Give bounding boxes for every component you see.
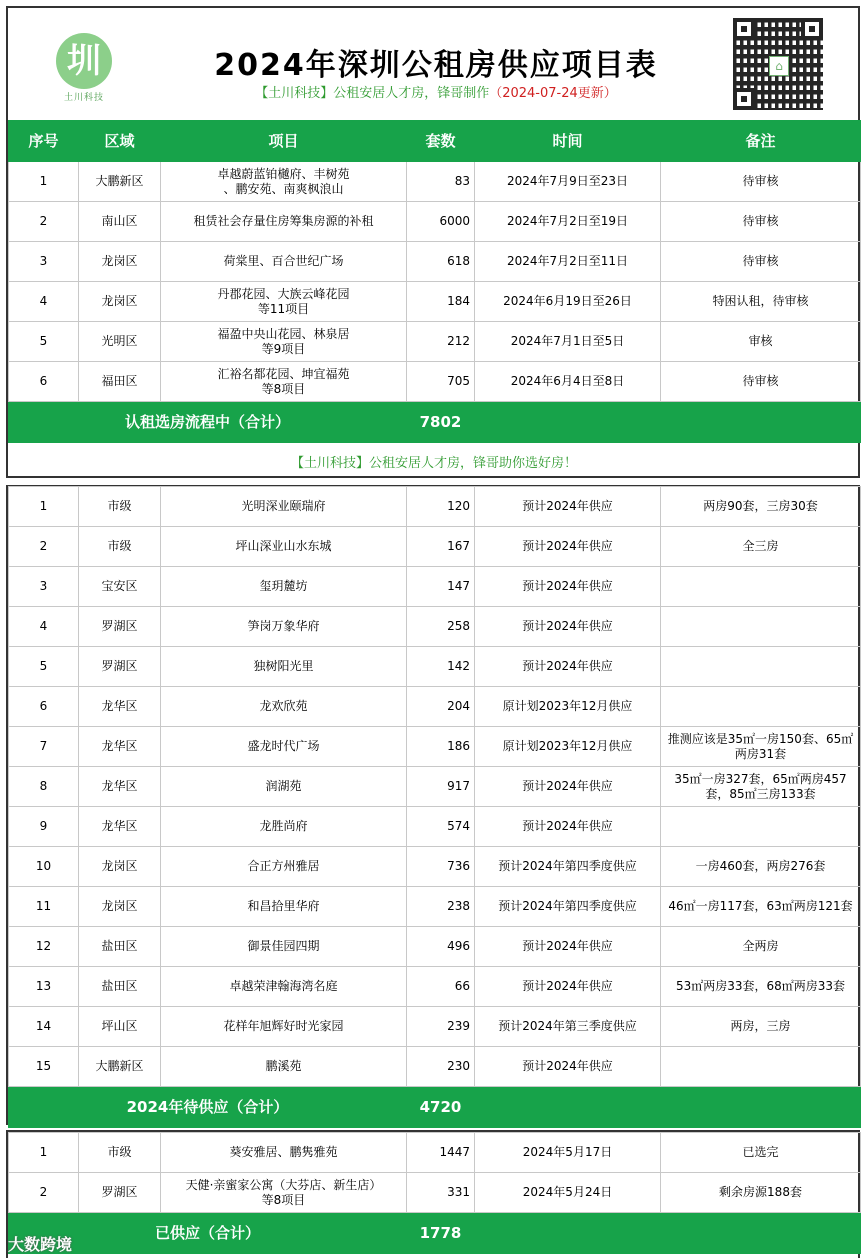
row-units: 736 [407, 847, 475, 887]
table-row [9, 202, 861, 242]
row-area: 光明区 [79, 322, 161, 362]
current-projects-table [8, 120, 861, 443]
row-area: 龙岗区 [79, 282, 161, 322]
row-units: 238 [407, 887, 475, 927]
row-number: 11 [9, 887, 79, 927]
row-area: 宝安区 [79, 567, 161, 607]
row-time: 预计2024年供应 [475, 607, 661, 647]
row-number: 5 [9, 322, 79, 362]
row-area: 市级 [79, 1133, 161, 1173]
brand-logo: 圳 [56, 33, 112, 89]
row-number: 7 [9, 727, 79, 767]
home-icon: ⌂ [769, 56, 789, 76]
row-project: 卓越荣津翰海湾名庭 [161, 967, 407, 1007]
row-project: 盛龙时代广场 [161, 727, 407, 767]
page-subtitle [156, 82, 716, 101]
row-number: 6 [9, 362, 79, 402]
row-project: 御景佳园四期 [161, 927, 407, 967]
row-project: 花样年旭辉好时光家园 [161, 1007, 407, 1047]
qr-code [733, 18, 823, 110]
row-number: 2 [9, 1173, 79, 1213]
row-units: 204 [407, 687, 475, 727]
total-row [9, 1213, 861, 1254]
table-row [9, 162, 861, 202]
row-number: 5 [9, 647, 79, 687]
row-number: 9 [9, 807, 79, 847]
row-units: 6000 [407, 202, 475, 242]
row-units: 705 [407, 362, 475, 402]
row-note: 53㎡两房33套，68㎡两房33套 [661, 967, 861, 1007]
promo-line: 【土川科技】公租安居人才房，锋哥助你选好房！ [290, 456, 577, 471]
row-area: 南山区 [79, 202, 161, 242]
row-number: 14 [9, 1007, 79, 1047]
row-time: 2024年7月1日至5日 [475, 322, 661, 362]
row-units: 120 [407, 487, 475, 527]
row-note: 待审核 [661, 362, 861, 402]
row-units: 331 [407, 1173, 475, 1213]
row-number: 13 [9, 967, 79, 1007]
row-time: 预计2024年供应 [475, 647, 661, 687]
supplied-projects-table [8, 1132, 861, 1254]
row-time: 原计划2023年12月供应 [475, 727, 661, 767]
row-note: 两房90套，三房30套 [661, 487, 861, 527]
row-units: 186 [407, 727, 475, 767]
row-area: 龙岗区 [79, 242, 161, 282]
row-number: 12 [9, 927, 79, 967]
row-number: 1 [9, 487, 79, 527]
row-units: 83 [407, 162, 475, 202]
row-area: 龙华区 [79, 807, 161, 847]
row-note [661, 567, 861, 607]
row-project: 丹郡花园、大族云峰花园 等11项目 [161, 282, 407, 322]
row-note: 推测应该是35㎡一房150套、65㎡两房31套 [661, 727, 861, 767]
row-project: 租赁社会存量住房筹集房源的补租 [161, 202, 407, 242]
row-note: 46㎡一房117套，63㎡两房121套 [661, 887, 861, 927]
table-row [9, 1173, 861, 1213]
table-row [9, 282, 861, 322]
total-value: 4720 [407, 1087, 475, 1128]
row-time: 2024年7月2日至11日 [475, 242, 661, 282]
row-area: 龙岗区 [79, 887, 161, 927]
row-units: 496 [407, 927, 475, 967]
row-project: 独树阳光里 [161, 647, 407, 687]
row-time: 预计2024年供应 [475, 927, 661, 967]
row-number: 1 [9, 162, 79, 202]
row-time: 原计划2023年12月供应 [475, 687, 661, 727]
table-row [9, 727, 861, 767]
qr-finder-icon [733, 18, 755, 40]
column-header-no: 序号 [9, 121, 79, 162]
upcoming-projects-table [8, 486, 861, 1128]
row-area: 龙华区 [79, 687, 161, 727]
row-area: 罗湖区 [79, 647, 161, 687]
row-note: 特困认租，待审核 [661, 282, 861, 322]
row-note: 待审核 [661, 162, 861, 202]
row-time: 预计2024年供应 [475, 967, 661, 1007]
row-project: 卓越蔚蓝铂樾府、丰树苑 、鹏安苑、南爽枫浪山 [161, 162, 407, 202]
table-row [9, 527, 861, 567]
total-label: 认租选房流程中（合计） [9, 402, 407, 443]
row-area: 龙岗区 [79, 847, 161, 887]
total-value: 7802 [407, 402, 475, 443]
row-time: 预计2024年供应 [475, 807, 661, 847]
row-project: 玺玥麓坊 [161, 567, 407, 607]
row-time: 2024年6月4日至8日 [475, 362, 661, 402]
row-time: 预计2024年供应 [475, 567, 661, 607]
row-time: 2024年6月19日至26日 [475, 282, 661, 322]
row-time: 预计2024年第三季度供应 [475, 1007, 661, 1047]
column-header-note: 备注 [661, 121, 861, 162]
column-header-units: 套数 [407, 121, 475, 162]
row-number: 6 [9, 687, 79, 727]
table-row [9, 847, 861, 887]
row-project: 坪山深业山水东城 [161, 527, 407, 567]
total-value: 1778 [407, 1213, 475, 1254]
row-time: 预计2024年供应 [475, 1047, 661, 1087]
column-header-time: 时间 [475, 121, 661, 162]
row-area: 龙华区 [79, 767, 161, 807]
row-note: 待审核 [661, 202, 861, 242]
row-note: 两房，三房 [661, 1007, 861, 1047]
row-project: 光明深业颐瑞府 [161, 487, 407, 527]
table-row [9, 887, 861, 927]
row-units: 239 [407, 1007, 475, 1047]
row-area: 盐田区 [79, 967, 161, 1007]
row-number: 10 [9, 847, 79, 887]
row-time: 预计2024年第四季度供应 [475, 887, 661, 927]
row-note: 已选完 [661, 1133, 861, 1173]
table-row [9, 1133, 861, 1173]
table-row [9, 647, 861, 687]
row-note: 剩余房源188套 [661, 1173, 861, 1213]
row-units: 66 [407, 967, 475, 1007]
subtitle-text: 【土川科技】公租安居人才房，锋哥制作 [255, 86, 490, 101]
table-header-row [9, 121, 861, 162]
row-units: 1447 [407, 1133, 475, 1173]
table-row [9, 927, 861, 967]
row-note [661, 687, 861, 727]
row-note: 全两房 [661, 927, 861, 967]
page-header [6, 6, 860, 118]
row-project: 汇裕名都花园、坤宜福苑 等8项目 [161, 362, 407, 402]
row-note: 待审核 [661, 242, 861, 282]
row-project: 合正方州雅居 [161, 847, 407, 887]
row-note [661, 807, 861, 847]
table-row [9, 967, 861, 1007]
row-number: 8 [9, 767, 79, 807]
total-label: 已供应（合计） [9, 1213, 407, 1254]
row-note [661, 647, 861, 687]
row-number: 15 [9, 1047, 79, 1087]
row-units: 147 [407, 567, 475, 607]
column-header-project: 项目 [161, 121, 407, 162]
table-row [9, 362, 861, 402]
row-units: 167 [407, 527, 475, 567]
row-number: 3 [9, 567, 79, 607]
row-project: 龙胜尚府 [161, 807, 407, 847]
row-area: 市级 [79, 487, 161, 527]
row-project: 龙欢欣苑 [161, 687, 407, 727]
row-project: 荷棠里、百合世纪广场 [161, 242, 407, 282]
row-area: 坪山区 [79, 1007, 161, 1047]
row-project: 天健·亲蜜家公寓（大芬店、新生店） 等8项目 [161, 1173, 407, 1213]
row-project: 和昌拾里华府 [161, 887, 407, 927]
row-time: 预计2024年供应 [475, 767, 661, 807]
row-time: 2024年5月17日 [475, 1133, 661, 1173]
total-row [9, 402, 861, 443]
row-note: 一房460套，两房276套 [661, 847, 861, 887]
table-row [9, 487, 861, 527]
row-area: 市级 [79, 527, 161, 567]
row-project: 鹏溪苑 [161, 1047, 407, 1087]
row-units: 184 [407, 282, 475, 322]
row-time: 预计2024年第四季度供应 [475, 847, 661, 887]
row-note [661, 607, 861, 647]
row-project: 葵安雅居、鹏隽雅苑 [161, 1133, 407, 1173]
row-note [661, 1047, 861, 1087]
row-area: 盐田区 [79, 927, 161, 967]
row-units: 230 [407, 1047, 475, 1087]
column-header-area: 区域 [79, 121, 161, 162]
table-row [9, 322, 861, 362]
row-units: 142 [407, 647, 475, 687]
row-number: 4 [9, 282, 79, 322]
row-units: 917 [407, 767, 475, 807]
row-units: 212 [407, 322, 475, 362]
row-time: 预计2024年供应 [475, 487, 661, 527]
table-row [9, 1047, 861, 1087]
row-units: 574 [407, 807, 475, 847]
row-area: 龙华区 [79, 727, 161, 767]
row-number: 4 [9, 607, 79, 647]
table-row [9, 807, 861, 847]
row-number: 1 [9, 1133, 79, 1173]
row-note: 审核 [661, 322, 861, 362]
page-title: 2024年深圳公租房供应项目表 [214, 48, 658, 83]
qr-finder-icon [733, 88, 755, 110]
row-area: 罗湖区 [79, 607, 161, 647]
brand-logo-text: 土川科技 [64, 93, 105, 103]
row-time: 2024年7月2日至19日 [475, 202, 661, 242]
row-area: 福田区 [79, 362, 161, 402]
total-row [9, 1087, 861, 1128]
qr-finder-icon [801, 18, 823, 40]
table-row [9, 567, 861, 607]
row-area: 罗湖区 [79, 1173, 161, 1213]
row-units: 258 [407, 607, 475, 647]
row-units: 618 [407, 242, 475, 282]
row-project: 福盈中央山花园、林泉居 等9项目 [161, 322, 407, 362]
row-number: 2 [9, 202, 79, 242]
row-project: 润湖苑 [161, 767, 407, 807]
watermark: 大数跨境 [8, 1235, 73, 1254]
row-time: 2024年7月9日至23日 [475, 162, 661, 202]
update-date: （2024-07-24更新） [489, 86, 617, 101]
row-project: 笋岗万象华府 [161, 607, 407, 647]
table-row [9, 767, 861, 807]
table-row [9, 242, 861, 282]
table-row [9, 607, 861, 647]
total-label: 2024年待供应（合计） [9, 1087, 407, 1128]
row-time: 2024年5月24日 [475, 1173, 661, 1213]
table-row [9, 1007, 861, 1047]
row-time: 预计2024年供应 [475, 527, 661, 567]
row-note: 全三房 [661, 527, 861, 567]
table-row [9, 687, 861, 727]
row-area: 大鹏新区 [79, 162, 161, 202]
row-area: 大鹏新区 [79, 1047, 161, 1087]
row-note: 35㎡一房327套，65㎡两房457套，85㎡三房133套 [661, 767, 861, 807]
row-number: 2 [9, 527, 79, 567]
row-number: 3 [9, 242, 79, 282]
